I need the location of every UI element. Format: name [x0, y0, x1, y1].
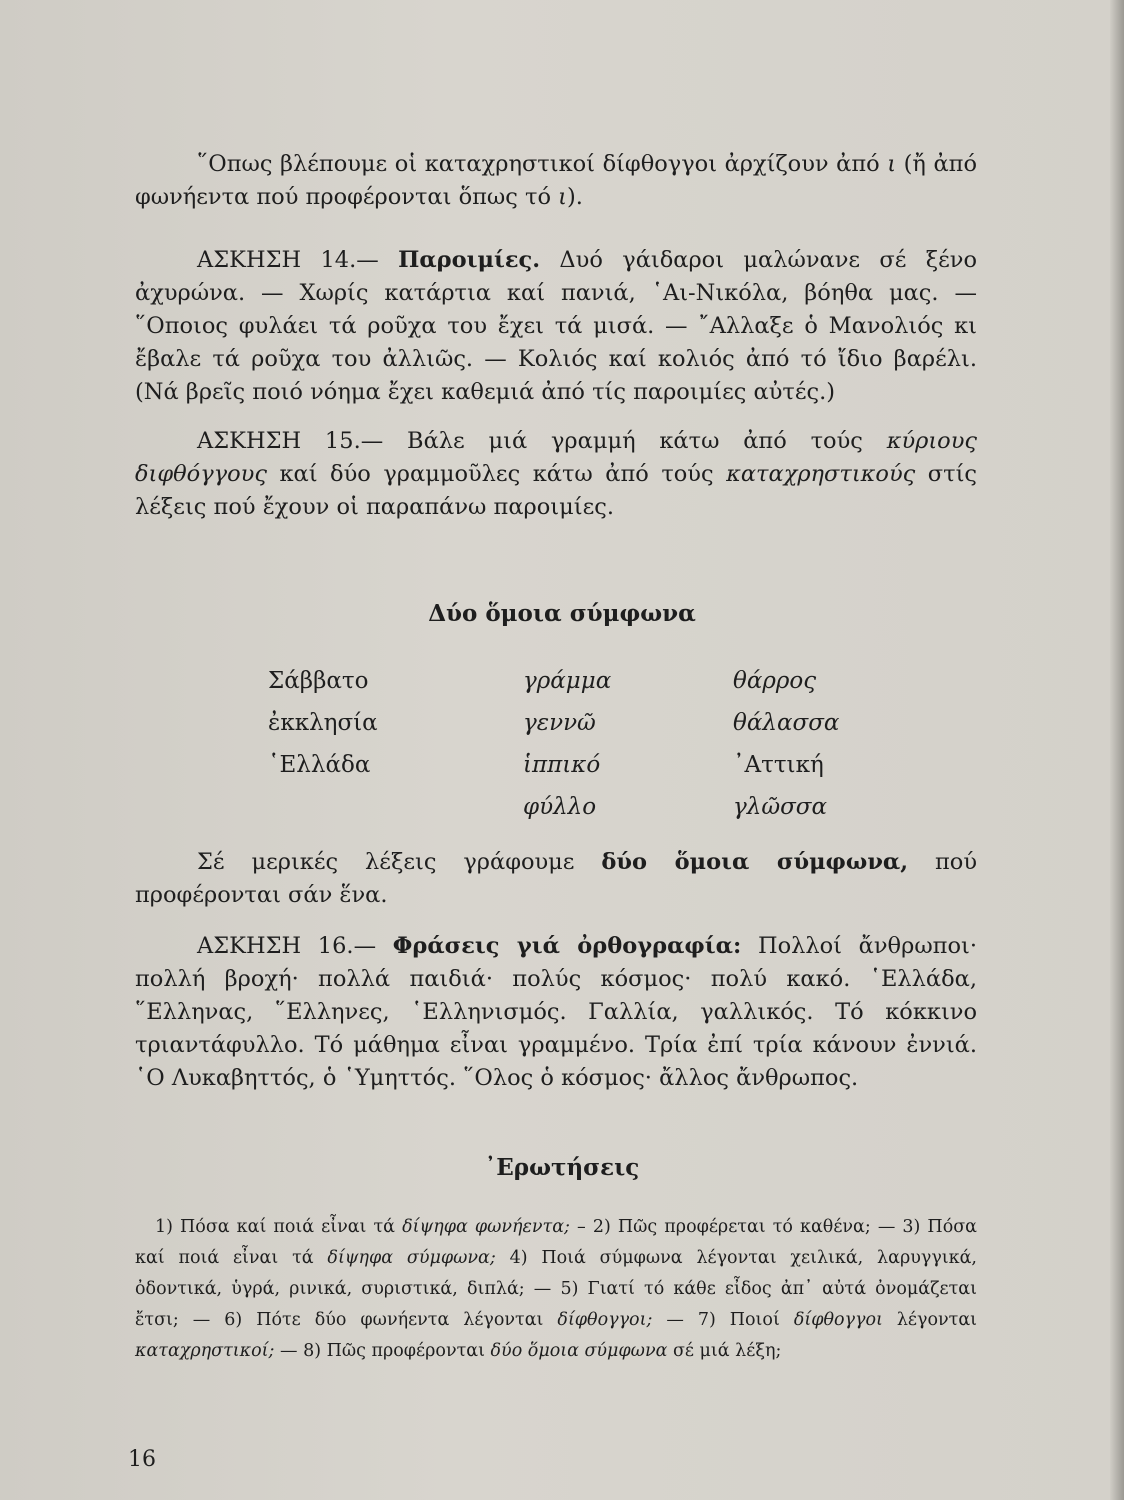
- section-title: Δύο ὅμοια σύμφωνα: [428, 600, 696, 627]
- question-text: — 8) Πῶς προφέρονται: [274, 1341, 491, 1361]
- intro-iota: ι: [887, 151, 897, 177]
- exercise-italic: κύριους διφθόγγους: [135, 428, 977, 487]
- exercise-text: Πολλοί ἄνθρωποι· πολλή βροχή· πολλά παιδιά· πολύς κόσμος· πολύ κακό. ῾Ελλάδα, ῞Ελληνας, ῞Ελληνες, ῾Ελληνισμός. Γαλλία, γαλλικός. Τό κόκκινο τριαντάφυλλο. Τό μάθημα εἶναι γραμμένο. Τρία ἐπί τρία κάνουν ἐννιά. ῾Ο Λυκαβηττός, ὁ ῾Υμηττός. ῞Ολος ὁ κόσμος· ἄλλος ἄνθρωπος.: [135, 933, 977, 1091]
- body-text-lower: [135, 846, 977, 1095]
- word-cell: γεννῶ: [523, 710, 596, 736]
- question-italic: δίψηφα φωνήεντα;: [402, 1217, 570, 1237]
- word-cell: ἱππικό: [523, 752, 601, 778]
- intro-iota: ι: [558, 184, 567, 210]
- exercise-italic: καταχρηστικούς: [726, 461, 916, 487]
- page-number: 16: [128, 1447, 156, 1472]
- rule-bold: δύο ὅμοια σύμφωνα,: [601, 849, 909, 875]
- exercise-title: Φράσεις γιά ὀρθογραφία:: [392, 933, 742, 959]
- word-cell: γλῶσσα: [733, 794, 828, 820]
- exercise-15: [135, 425, 977, 524]
- exercise-text: καί δύο γραμμοῦλες κάτω ἀπό τούς: [266, 461, 727, 487]
- intro-text: (ἤ ἀπό φωνήεντα πού προφέρονται ὅπως τό: [135, 151, 977, 210]
- exercise-label: ΑΣΚΗΣΗ 15.—: [197, 428, 408, 454]
- intro-text: ).: [567, 184, 583, 210]
- word-cell: Σάββατο: [268, 668, 369, 694]
- word-cell: [268, 788, 523, 826]
- word-cell: θάρρος: [733, 668, 817, 694]
- word-cell: φύλλο: [523, 794, 597, 820]
- question-text: λέγονται: [882, 1310, 977, 1330]
- exercise-text: Δυό γάιδαροι μαλώνανε σέ ξένο ἀχυρώνα. — Χωρίς κατάρτια καί πανιά, ῾Αι-Νικόλα, βόηθα μας. — ῞Οποιος φυλάει τά ροῦχα του ἔχει τά μισά. — ῎Αλλαξε ὁ Μανολιός κι ἔβαλε τά ροῦχα του ἀλλιῶς. — Κολιός καί κολιός ἀπό τό ἴδιο βαρέλι. (Νά βρεῖς ποιό νόημα ἔχει καθεμιά ἀπό τίς παροιμίες αὐτές.): [135, 247, 977, 405]
- word-table: [268, 662, 888, 826]
- body-text-upper: [135, 148, 977, 524]
- exercise-label: ΑΣΚΗΣΗ 16.—: [197, 933, 393, 959]
- question-text: σέ μιά λέξη;: [667, 1341, 782, 1361]
- question-text: – 2) Πῶς προφέρεται τό καθένα; — 3) Πόσα καί ποιά εἶναι τά: [135, 1217, 977, 1268]
- question-italic: δύο ὅμοια σύμφωνα: [490, 1341, 668, 1361]
- exercise-16: [135, 930, 977, 1095]
- question-text: 4) Ποιά σύμφωνα λέγονται χειλικά, λαρυγγικά, ὀδοντικά, ὑγρά, ρινικά, συριστικά, διπλά; — 5) Γιατί τό κάθε εἶδος ἀπ᾿ αὐτά ὀνομάζεται ἔτσι; — 6) Πότε δύο φωνήεντα λέγονται: [135, 1248, 977, 1330]
- rule-text: Σέ μερικές λέξεις γράφουμε: [197, 849, 602, 875]
- question-italic: δίψηφα σύμφωνα;: [327, 1248, 496, 1268]
- word-cell: ᾿Αττική: [733, 752, 824, 778]
- exercise-14: [135, 244, 977, 409]
- question-italic: δίφθογγοι;: [557, 1310, 653, 1330]
- word-cell: θάλασσα: [733, 710, 840, 736]
- question-text: — 7) Ποιοί: [652, 1310, 794, 1330]
- word-cell: γράμμα: [523, 668, 612, 694]
- word-cell: ῾Ελλάδα: [268, 752, 371, 778]
- exercise-title: Παροιμίες.: [398, 247, 541, 273]
- intro-paragraph: [135, 148, 977, 214]
- questions-block: [135, 1212, 977, 1367]
- intro-text: ῞Οπως βλέπουμε οἱ καταχρηστικοί δίφθογγοι ἀρχίζουν ἀπό: [197, 151, 888, 177]
- exercise-label: ΑΣΚΗΣΗ 14.—: [197, 247, 399, 273]
- questions-title: ᾿Ερωτήσεις: [484, 1154, 640, 1181]
- question-italic: δίφθογγοι: [793, 1310, 883, 1330]
- exercise-text: Βάλε μιά γραμμή κάτω ἀπό τούς: [407, 428, 887, 454]
- word-cell: ἐκκλησία: [268, 710, 378, 736]
- question-text: 1) Πόσα καί ποιά εἶναι τά: [155, 1217, 403, 1237]
- questions-paragraph: [135, 1212, 977, 1367]
- question-italic: καταχρηστικοί;: [135, 1341, 275, 1361]
- rule-paragraph: [135, 846, 977, 912]
- exercise-text: στίς λέξεις πού ἔχουν οἱ παραπάνω παροιμίες.: [135, 461, 977, 520]
- rule-text: πού προφέρονται σάν ἕνα.: [135, 849, 977, 908]
